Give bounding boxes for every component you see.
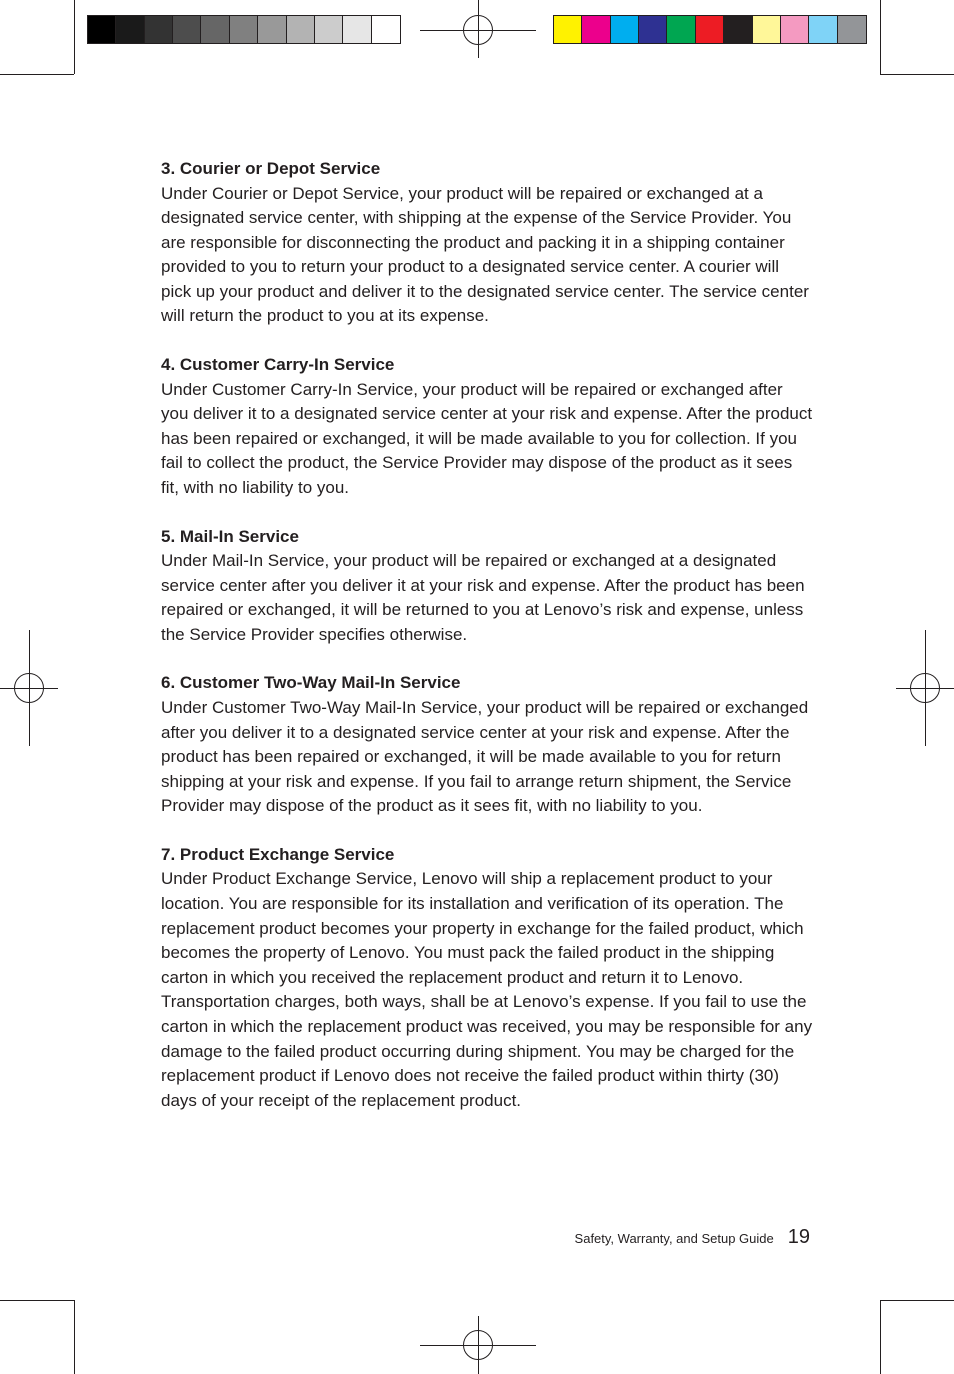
section-heading: 7. Product Exchange Service — [161, 844, 395, 864]
process-color-swatch — [781, 16, 809, 43]
grayscale-swatch — [343, 16, 371, 43]
grayscale-swatch — [116, 16, 144, 43]
section-body: Under Courier or Depot Service, your product will be repaired or exchanged at a designated service center, with shipping at the expense of the Service Provider. You are responsible for disconnecting the product and packing it in a shipping container provided to you to return your product to a designated service center. A courier will pick up your product and deliver it to the designated service center. The service center will return the product to you at its expense. — [161, 183, 809, 326]
process-color-bar — [553, 15, 867, 44]
section-heading: 5. Mail-In Service — [161, 526, 299, 546]
grayscale-color-bar — [87, 15, 401, 44]
document-body — [161, 157, 813, 1137]
section-heading: 3. Courier or Depot Service — [161, 159, 381, 178]
process-color-swatch — [753, 16, 781, 43]
service-section — [161, 353, 813, 500]
grayscale-swatch — [315, 16, 343, 43]
page-number: 19 — [787, 1226, 810, 1248]
section-body: Under Mail-In Service, your product will be repaired or exchanged at a designated service center after you deliver it at your risk and expense. After the product has been repaired or exchanged, it will be returned to you at Lenovo’s risk and expense, unless the Service Provider specifies otherwise. — [161, 551, 805, 644]
process-color-swatch — [724, 16, 752, 43]
process-color-swatch — [667, 16, 695, 43]
process-color-swatch — [582, 16, 610, 43]
process-color-swatch — [639, 16, 667, 43]
section-heading: 6. Customer Two-Way Mail-In Service — [161, 673, 461, 693]
grayscale-swatch — [88, 16, 116, 43]
grayscale-swatch — [201, 16, 229, 43]
grayscale-swatch — [230, 16, 258, 43]
service-section — [161, 843, 813, 1113]
process-color-swatch — [554, 16, 582, 43]
service-section — [161, 525, 813, 648]
process-color-swatch — [611, 16, 639, 43]
footer-document-title: Safety, Warranty, and Setup Guide — [574, 1231, 774, 1246]
service-section — [161, 671, 813, 818]
process-color-swatch — [809, 16, 837, 43]
process-color-swatch — [838, 16, 866, 43]
grayscale-swatch — [258, 16, 286, 43]
section-body: Under Customer Carry-In Service, your product will be repaired or exchanged after you deliver it to a designated service center at your risk and expense. After the product has been repaired or exchanged, it will be made available to you for collection. If you fail to collect the product, the Service Provider may dispose of the product as it sees fit, with no liability to you. — [161, 379, 813, 497]
process-color-swatch — [696, 16, 724, 43]
service-section — [161, 157, 813, 329]
grayscale-swatch — [372, 16, 400, 43]
page-footer — [575, 1226, 810, 1249]
grayscale-swatch — [173, 16, 201, 43]
section-heading: 4. Customer Carry-In Service — [161, 355, 395, 375]
section-body: Under Product Exchange Service, Lenovo will ship a replacement product to your location. You are responsible for its installation and verification of its operation. The replacement product becomes your property in exchange for the failed product, which becomes the property of Lenovo. You must pack the failed product in the shipping carton in which you received the replacement product and return it to Lenovo. Transportation charges, both ways, shall be at Lenovo’s expense. If you fail to use the carton in which the replacement product was received, you may be responsible for any damage to the failed product occurring during shipment. You may be charged for the replacement product if Lenovo does not receive the failed product within thirty (30) days of your receipt of the replacement product. — [161, 869, 813, 1110]
grayscale-swatch — [145, 16, 173, 43]
section-body: Under Customer Two-Way Mail-In Service, your product will be repaired or exchanged after you deliver it to a designated service center at your risk and expense. After the product has been repaired or exchanged, it will be made available to you for return shipping at your risk and expense. If you fail to arrange return shipment, the Service Provider may dispose of the product as it sees fit, with no liability to you. — [161, 697, 809, 816]
grayscale-swatch — [287, 16, 315, 43]
